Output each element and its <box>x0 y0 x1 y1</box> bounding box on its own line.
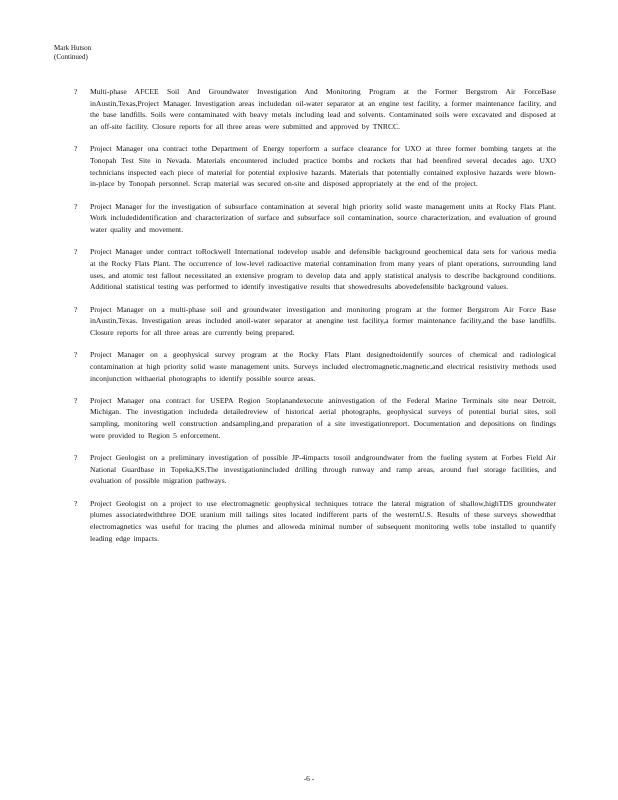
experience-item <box>74 143 556 190</box>
continued-label: (Continued) <box>54 53 88 61</box>
experience-item <box>74 246 556 293</box>
experience-text: Multi-phase AFCEE Soil And Groundwater Investigation And Monitoring Program at the Former Bergstrom Air ForceBase inAustin,Texas,Project Manager. Investigation areas includedan oil-water separator at an engine test facility, a former maintenance facility, and the base landfills. Soils were contaminated with heavy metals including lead and solvents. Contaminated soils were excavated and disposed at an off-site facility. Closure reports for all three areas were submitted and approved by TNRCC. <box>90 87 556 132</box>
bullet-marker: ? <box>74 350 78 360</box>
page-header <box>54 44 91 62</box>
bullet-marker: ? <box>74 201 78 211</box>
bullet-marker: ? <box>74 395 78 405</box>
experience-item <box>74 304 556 339</box>
experience-item <box>74 349 556 384</box>
author-name: Mark Hutson <box>54 44 92 52</box>
bullet-marker: ? <box>74 498 78 508</box>
experience-item <box>74 395 556 442</box>
experience-text: Project Geologist on a preliminary investigation of possible JP-4impacts tosoil andgroundwater from the fueling system at Forbes Field Air National Guardbase in Topeka,KS.The investigationincluded drilling through runway and ramp areas, around fuel storage facilities, and evaluation of possible migration pathways. <box>90 453 556 486</box>
experience-text: Project Manager for the investigation of subsurface contamination at several high priority solid waste management units at Rocky Flats Plant. Work includedidentification and characterization of surface and subsurface soil contamination, source characterization, and evaluation of ground water quality and movement. <box>90 201 556 235</box>
bullet-marker: ? <box>74 453 78 463</box>
bullet-marker: ? <box>74 247 78 257</box>
experience-list <box>74 86 556 545</box>
experience-item <box>74 452 556 487</box>
experience-item <box>74 86 556 133</box>
bullet-marker: ? <box>74 87 78 96</box>
bullet-marker: ? <box>74 304 78 314</box>
experience-text: Project Manager on a geophysical survey program at the Rocky Flats Plant designedtoidentify sources of chemical and radiological contamination at high priority solid waste management units. Surveys included electromagnetic,magnetic,and electrical resistivity methods used inconjunction withaerial photographs to identify possible source areas. <box>90 350 556 383</box>
experience-text: Project Manager ona contract for USEPA Region 5toplanandexecute aninvestigation of the Federal Marine Terminals site near Detroit, Michigan. The investigation includeda detailedreview of historical aerial photographs, geophysical surveys of potential burial sites, soil sampling, monitoring well construction andsampling,and preparation of a site investigationreport. Documentation and depositions on findings were provided to Region 5 enforcement. <box>90 395 556 440</box>
bullet-marker: ? <box>74 144 78 154</box>
experience-text: Project Manager ona contract tothe Department of Energy toperform a surface clearance for UXO at three former bombing targets at the Tonopah Test Site in Nevada. Materials encountered included practice bombs and rockets that had beenfired several decades ago. UXO technicians inspected each piece of material for potential explosive hazards. Materials that potentially contained explosive hazards were blown-in-place by Tonopah personnel. Scrap material was secured on-site and disposed appropriately at the end of the project. <box>90 144 556 189</box>
experience-item <box>74 498 556 545</box>
page-number: -6 - <box>303 774 315 783</box>
experience-text: Project Manager on a multi-phase soil and groundwater investigation and monitoring program at the former Bergstrom Air Force Base inAustin,Texas. Investigation areas included anoil-water separator at anengine test facility,a former maintenance facility,and the base landfills. Closure reports for all three areas are currently being prepared. <box>90 304 556 337</box>
experience-text: Project Geologist on a project to use electromagnetic geophysical techniques totrace the lateral migration of shallow,highTDS groundwater plumes associatedwiththree DOE uranium mill tailings sites located indifferent parts of the westernU.S. Results of these surveys showedthat electromagnetics was useful for tracing the plumes and alloweda minimal number of subsequent monitoring wells tobe installed to quantify leading edge impacts. <box>90 498 556 543</box>
experience-text: Project Manager under contract toRockwell International todevelop usable and defensible background geochemical data sets for various media at the Rocky Flats Plant. The occurrence of low-level radioactive material contamination from many years of plant operations, surrounding land uses, and atomic test fallout necessitated an extensive program to develop data and apply statistical analysis to describe background conditions. Additional statistical testing was performed to identify investigative results that showedresults abovedefensible background values. <box>90 247 556 292</box>
experience-item <box>74 201 556 236</box>
